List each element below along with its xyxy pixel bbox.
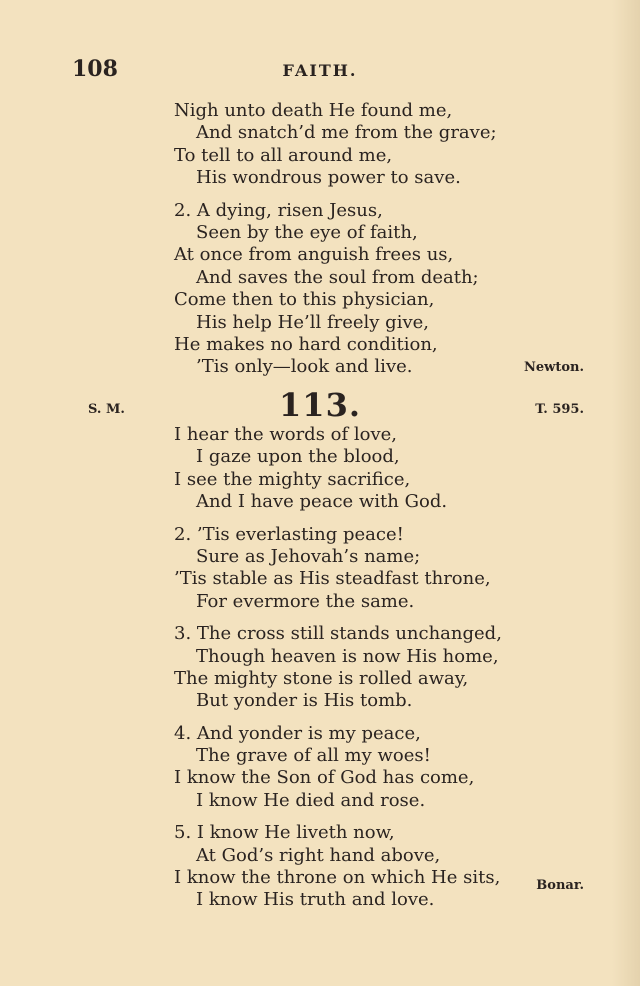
running-head: FAITH. bbox=[282, 61, 358, 80]
verse-line: But yonder is His tomb. bbox=[196, 690, 413, 712]
hymn-113-author: Bonar. bbox=[536, 878, 584, 893]
tune-reference: T. 595. bbox=[535, 402, 584, 417]
hymn-number: 113. bbox=[279, 386, 361, 424]
verse-line: I know His truth and love. bbox=[196, 889, 435, 911]
verse-line: He makes no hard condition, bbox=[174, 333, 438, 355]
page-number: 108 bbox=[72, 56, 118, 82]
verse-line: Though heaven is now His home, bbox=[196, 645, 499, 667]
verse-line: I hear the words of love, bbox=[174, 424, 398, 445]
verse-line: ’Tis stable as His steadfast throne, bbox=[174, 568, 491, 590]
verse-line: And saves the soul from death; bbox=[196, 266, 479, 288]
verse-line: ’Tis only—look and live. bbox=[196, 356, 413, 378]
verse-line: Nigh unto death He found me, bbox=[174, 100, 453, 121]
verse-line: At once from anguish frees us, bbox=[174, 244, 454, 266]
verse-line: I see the mighty sacrifice, bbox=[174, 468, 411, 490]
meter-label: S. M. bbox=[88, 402, 125, 417]
verse-line: I know the Son of God has come, bbox=[174, 767, 475, 789]
page-edge-shadow bbox=[612, 0, 640, 986]
verse-line: 5. I know He liveth now, bbox=[174, 822, 395, 844]
verse-line: Sure as Jehovah’s name; bbox=[196, 545, 421, 567]
verse-line: And snatch’d me from the grave; bbox=[196, 122, 497, 144]
hymn-112-author: Newton. bbox=[524, 360, 584, 375]
verse-line: His help He’ll freely give, bbox=[196, 311, 430, 333]
verse-line: Come then to this physician, bbox=[174, 289, 435, 311]
verse-line: And I have peace with God. bbox=[196, 491, 448, 513]
verse-line: His wondrous power to save. bbox=[196, 167, 461, 189]
verse-line: Seen by the eye of faith, bbox=[196, 221, 418, 243]
verse-line: The grave of all my woes! bbox=[196, 745, 431, 767]
hymn-113-heading bbox=[0, 386, 640, 422]
verse-line: I know the throne on which He sits, bbox=[174, 867, 501, 889]
verse-line: 4. And yonder is my peace, bbox=[174, 722, 421, 744]
hymn-113-body bbox=[174, 424, 574, 912]
verse-line: The mighty stone is rolled away, bbox=[174, 667, 469, 689]
page-header bbox=[0, 56, 640, 86]
verse-line: I know He died and rose. bbox=[196, 789, 426, 811]
verse-line: 3. The cross still stands unchanged, bbox=[174, 623, 502, 645]
verse-line: 2. A dying, risen Jesus, bbox=[174, 199, 383, 221]
verse-line: To tell to all around me, bbox=[174, 144, 393, 166]
verse-line: I gaze upon the blood, bbox=[196, 446, 400, 468]
hymn-112-continuation bbox=[174, 100, 574, 379]
verse-line: 2. ’Tis everlasting peace! bbox=[174, 523, 404, 545]
verse-line: For evermore the same. bbox=[196, 590, 415, 612]
verse-line: At God’s right hand above, bbox=[196, 844, 441, 866]
